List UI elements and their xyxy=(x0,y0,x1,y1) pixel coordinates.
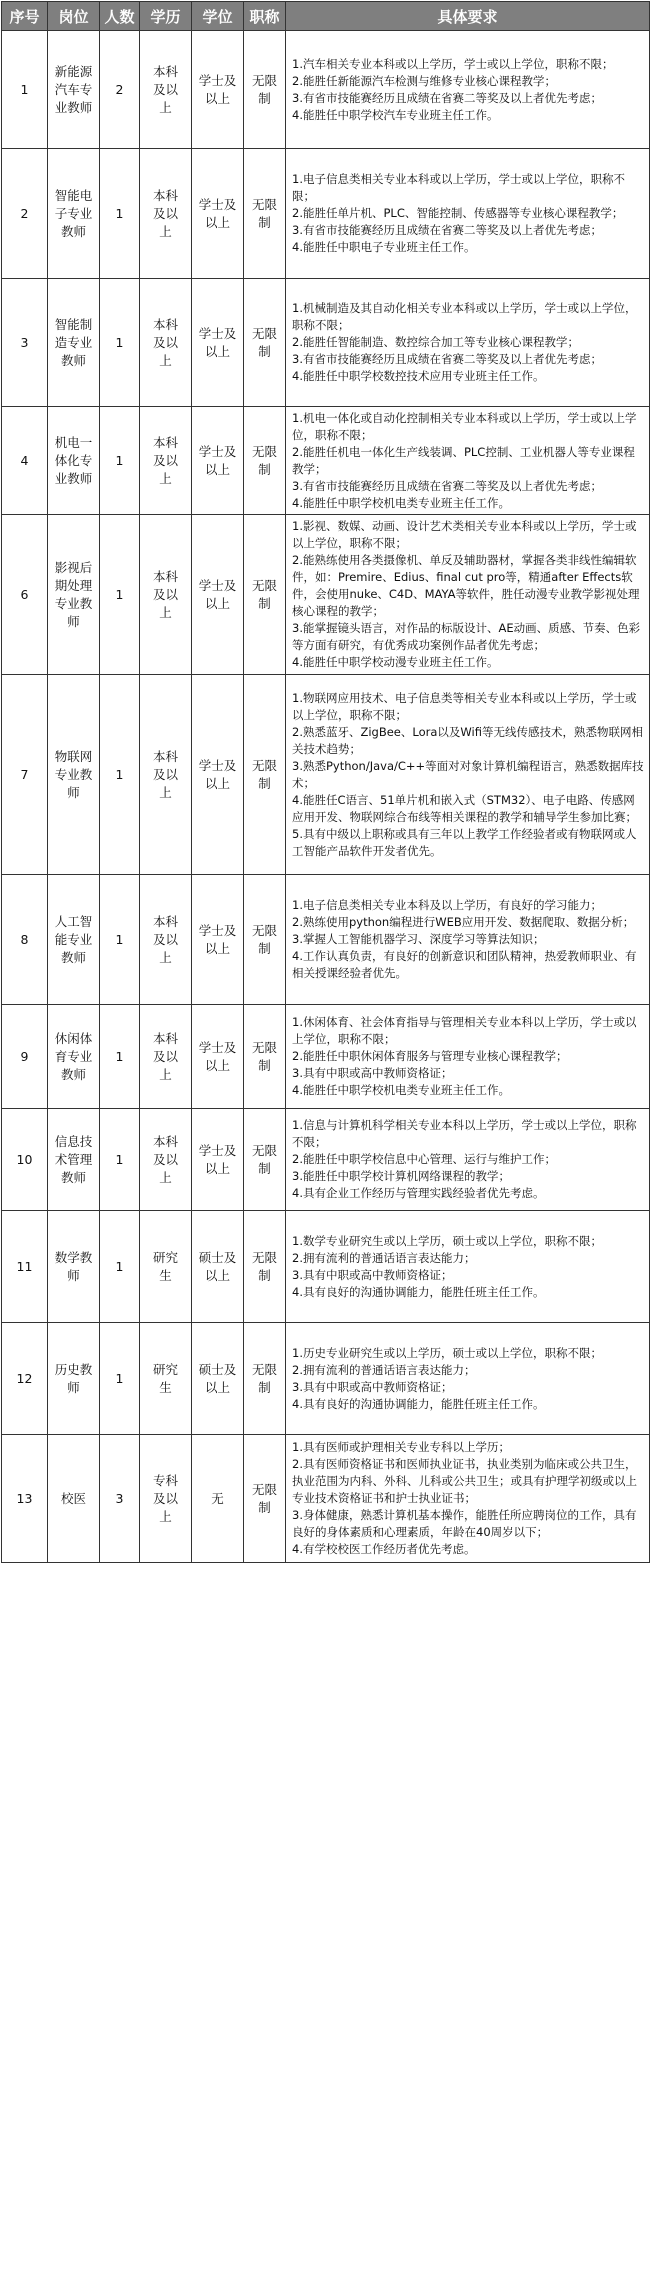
requirement-item: 4.能胜任中职学校数控技术应用专业班主任工作。 xyxy=(292,369,545,383)
cell-requirements xyxy=(286,515,650,675)
cell-education xyxy=(140,1109,192,1211)
table-row xyxy=(2,675,650,875)
cell-education xyxy=(140,1005,192,1109)
requirement-item: 3.能胜任中职学校计算机网络课程的教学； xyxy=(292,1169,510,1183)
cell-title-text: 无限制 xyxy=(251,325,277,359)
cell-count-text: 1 xyxy=(115,1048,124,1064)
cell-count xyxy=(100,1435,140,1563)
table-body xyxy=(2,31,650,1563)
requirement-item: 3.有省市技能赛经历且成绩在省赛二等奖及以上者优先考虑； xyxy=(292,478,602,493)
requirement-item: 3.具有中职或高中教师资格证； xyxy=(292,1379,453,1394)
cell-no-text: 13 xyxy=(16,1490,33,1506)
cell-count-text: 1 xyxy=(115,334,124,350)
cell-position-text: 智能制造专业教师 xyxy=(54,316,93,368)
requirement-item: 3.有省市技能赛经历且成绩在省赛二等奖及以上者优先考虑； xyxy=(292,352,602,366)
cell-count xyxy=(100,1323,140,1435)
requirement-item: 4.具有良好的沟通协调能力，能胜任班主任工作。 xyxy=(292,1284,545,1299)
cell-count-text: 1 xyxy=(115,586,124,602)
requirement-item: 2.具有医师资格证书和医师执业证书，执业类别为临床或公共卫生，执业范围为内科、外科、儿科或公共卫生；或具有护理学初级或以上专业技术资格证书和护士执业证书； xyxy=(292,1457,637,1505)
cell-count xyxy=(100,407,140,515)
cell-position xyxy=(48,31,100,149)
requirement-item: 1.机电一体化或自动化控制相关专业本科或以上学历，学士或以上学位，职称不限； xyxy=(292,410,637,442)
header-title: 职称 xyxy=(244,2,286,31)
cell-count-text: 3 xyxy=(115,1490,124,1506)
cell-education xyxy=(140,1211,192,1323)
cell-title xyxy=(244,1211,286,1323)
cell-count-text: 1 xyxy=(115,1151,124,1167)
cell-title xyxy=(244,1323,286,1435)
cell-no-text: 2 xyxy=(20,205,29,221)
requirement-item: 2.熟悉蓝牙、ZigBee、Lora以及Wifi等无线传感技术，熟悉物联网相关技术趋势； xyxy=(292,724,643,756)
cell-requirements xyxy=(286,1005,650,1109)
cell-degree-text: 学士及以上 xyxy=(198,757,237,791)
cell-count xyxy=(100,279,140,407)
cell-position xyxy=(48,515,100,675)
cell-count xyxy=(100,31,140,149)
cell-education xyxy=(140,407,192,515)
cell-degree-text: 学士及以上 xyxy=(198,1142,237,1176)
requirement-item: 1.具有医师或护理相关专业专科以上学历； xyxy=(292,1440,510,1454)
cell-no-text: 12 xyxy=(16,1370,33,1386)
cell-education xyxy=(140,279,192,407)
cell-no-text: 9 xyxy=(20,1048,29,1064)
requirement-item: 1.汽车相关专业本科或以上学历，学士或以上学位，职称不限； xyxy=(292,56,614,71)
cell-no xyxy=(2,1109,48,1211)
header-education: 学历 xyxy=(140,2,192,31)
requirement-item: 3.能掌握镜头语言，对作品的标版设计、AE动画、质感、节奏、色彩等方面有研究，有优秀成功案例作品者优先考虑； xyxy=(292,621,641,652)
requirement-item: 1.电子信息类相关专业本科及以上学历，有良好的学习能力； xyxy=(292,898,602,912)
cell-count xyxy=(100,675,140,875)
cell-title-text: 无限制 xyxy=(251,196,277,230)
cell-count-text: 1 xyxy=(115,931,124,947)
table-row xyxy=(2,1109,650,1211)
requirement-item: 3.有省市技能赛经历且成绩在省赛二等奖及以上者优先考虑； xyxy=(292,90,602,105)
cell-no-text: 1 xyxy=(20,81,29,97)
cell-education-text: 本科及以上 xyxy=(152,748,178,800)
cell-degree-text: 学士及以上 xyxy=(198,922,237,956)
cell-degree-text: 学士及以上 xyxy=(198,196,237,230)
requirement-item: 1.机械制造及其自动化相关专业本科或以上学历，学士或以上学位，职称不限； xyxy=(292,301,637,332)
cell-position-text: 数学教师 xyxy=(54,1249,93,1283)
cell-requirements xyxy=(286,1109,650,1211)
requirement-item: 5.具有中级以上职称或具有三年以上教学工作经验者或有物联网或人工智能产品软件开发者优先。 xyxy=(292,826,637,858)
header-requirements: 具体要求 xyxy=(286,2,650,31)
header-position: 岗位 xyxy=(48,2,100,31)
cell-no xyxy=(2,1211,48,1323)
table-row xyxy=(2,149,650,279)
requirement-item: 2.能胜任单片机、PLC、智能控制、传感器等专业核心课程教学； xyxy=(292,206,624,220)
table-row xyxy=(2,1211,650,1323)
cell-education-text: 本科及以上 xyxy=(152,1030,178,1082)
cell-count xyxy=(100,1211,140,1323)
cell-position-text: 机电一体化专业教师 xyxy=(54,434,93,486)
cell-title-text: 无限制 xyxy=(251,577,277,611)
table-row xyxy=(2,1005,650,1109)
requirement-item: 1.数学专业研究生或以上学历，硕士或以上学位，职称不限； xyxy=(292,1233,602,1248)
cell-position xyxy=(48,1435,100,1563)
requirement-item: 1.电子信息类相关专业本科或以上学历，学士或以上学位，职称不限； xyxy=(292,172,625,203)
cell-title-text: 无限制 xyxy=(251,1481,277,1515)
cell-title-text: 无限制 xyxy=(251,922,277,956)
cell-no xyxy=(2,675,48,875)
cell-count-text: 1 xyxy=(115,452,124,468)
cell-no-text: 10 xyxy=(16,1151,33,1167)
requirement-item: 4.具有企业工作经历与管理实践经验者优先考虑。 xyxy=(292,1186,545,1200)
cell-position xyxy=(48,407,100,515)
cell-title xyxy=(244,31,286,149)
cell-title xyxy=(244,1109,286,1211)
requirement-item: 2.拥有流利的普通话语言表达能力； xyxy=(292,1250,476,1265)
cell-position xyxy=(48,1211,100,1323)
requirement-item: 2.能胜任中职学校信息中心管理、运行与维护工作； xyxy=(292,1152,556,1166)
requirement-item: 4.能胜任中职学校机电类专业班主任工作。 xyxy=(292,1083,510,1097)
cell-degree xyxy=(192,1323,244,1435)
cell-education-text: 本科及以上 xyxy=(152,63,178,115)
cell-education-text: 本科及以上 xyxy=(152,187,178,239)
cell-requirements xyxy=(286,875,650,1005)
cell-no-text: 11 xyxy=(16,1258,33,1274)
cell-no xyxy=(2,31,48,149)
cell-requirements xyxy=(286,1435,650,1563)
cell-no-text: 8 xyxy=(20,931,29,947)
cell-count xyxy=(100,1109,140,1211)
table-row xyxy=(2,31,650,149)
table-row xyxy=(2,515,650,675)
cell-title xyxy=(244,1435,286,1563)
cell-degree-text: 硕士及以上 xyxy=(198,1249,237,1283)
cell-degree xyxy=(192,675,244,875)
requirement-item: 2.熟练使用python编程进行WEB应用开发、数据爬取、数据分析； xyxy=(292,915,635,929)
cell-education-text: 本科及以上 xyxy=(152,434,178,486)
cell-education-text: 本科及以上 xyxy=(152,913,178,965)
cell-position xyxy=(48,1323,100,1435)
cell-education-text: 本科及以上 xyxy=(152,1133,178,1185)
requirement-item: 3.具有中职或高中教师资格证； xyxy=(292,1066,453,1080)
cell-education-text: 本科及以上 xyxy=(152,568,178,620)
cell-education xyxy=(140,515,192,675)
requirement-item: 4.能胜任C语言、51单片机和嵌入式（STM32）、电子电路、传感网应用开发、物联网综合布线等相关课程的教学和辅导学生参加比赛； xyxy=(292,792,637,824)
cell-degree-text: 学士及以上 xyxy=(198,577,237,611)
cell-no-text: 4 xyxy=(20,452,29,468)
cell-degree-text: 无 xyxy=(211,1490,224,1506)
cell-degree xyxy=(192,1109,244,1211)
cell-degree xyxy=(192,1435,244,1563)
requirement-item: 4.有学校校医工作经历者优先考虑。 xyxy=(292,1542,476,1556)
cell-title-text: 无限制 xyxy=(251,443,277,477)
cell-title-text: 无限制 xyxy=(251,1142,277,1176)
requirement-item: 1.休闲体育、社会体育指导与管理相关专业本科以上学历，学士或以上学位，职称不限； xyxy=(292,1015,637,1046)
cell-position xyxy=(48,279,100,407)
cell-count xyxy=(100,515,140,675)
requirement-item: 3.掌握人工智能机器学习、深度学习等算法知识； xyxy=(292,932,545,946)
cell-count-text: 1 xyxy=(115,1258,124,1274)
cell-education xyxy=(140,1435,192,1563)
requirement-item: 3.有省市技能赛经历且成绩在省赛二等奖及以上者优先考虑； xyxy=(292,223,602,237)
cell-position-text: 信息技术管理教师 xyxy=(54,1133,93,1185)
cell-degree-text: 学士及以上 xyxy=(198,72,237,106)
cell-position-text: 新能源汽车专业教师 xyxy=(54,63,93,115)
cell-education-text: 专科及以上 xyxy=(152,1472,178,1524)
cell-position-text: 物联网专业教师 xyxy=(54,748,93,800)
cell-no xyxy=(2,149,48,279)
header-no: 序号 xyxy=(2,2,48,31)
cell-degree-text: 学士及以上 xyxy=(198,325,237,359)
requirement-item: 4.能胜任中职学校动漫专业班主任工作。 xyxy=(292,655,499,669)
cell-position xyxy=(48,1005,100,1109)
requirement-item: 3.熟悉Python/Java/C++等面对对象计算机编程语言，熟悉数据库技术； xyxy=(292,758,644,790)
cell-education xyxy=(140,875,192,1005)
header-count: 人数 xyxy=(100,2,140,31)
cell-count xyxy=(100,149,140,279)
recruitment-table xyxy=(1,1,650,1563)
cell-degree xyxy=(192,515,244,675)
cell-no-text: 6 xyxy=(20,586,29,602)
requirement-item: 2.能胜任机电一体化生产线装调、PLC控制、工业机器人等专业课程教学； xyxy=(292,444,635,476)
cell-title-text: 无限制 xyxy=(251,1249,277,1283)
cell-requirements xyxy=(286,1211,650,1323)
requirement-item: 1.历史专业研究生或以上学历，硕士或以上学位，职称不限； xyxy=(292,1345,602,1360)
cell-no xyxy=(2,515,48,675)
cell-requirements xyxy=(286,675,650,875)
requirement-item: 1.物联网应用技术、电子信息类等相关专业本科或以上学历，学士或以上学位，职称不限； xyxy=(292,690,637,722)
requirement-item: 2.能胜任中职休闲体育服务与管理专业核心课程教学； xyxy=(292,1049,568,1063)
cell-position xyxy=(48,675,100,875)
requirement-item: 1.影视、数媒、动画、设计艺术类相关专业本科或以上学历，学士或以上学位，职称不限； xyxy=(292,519,637,550)
cell-requirements xyxy=(286,279,650,407)
cell-position-text: 智能电子专业教师 xyxy=(54,187,93,239)
table-row xyxy=(2,875,650,1005)
requirement-item: 4.能胜任中职电子专业班主任工作。 xyxy=(292,240,476,254)
cell-no xyxy=(2,875,48,1005)
cell-requirements xyxy=(286,1323,650,1435)
cell-degree-text: 学士及以上 xyxy=(198,443,237,477)
cell-count xyxy=(100,1005,140,1109)
cell-degree xyxy=(192,407,244,515)
cell-count-text: 1 xyxy=(115,766,124,782)
cell-title-text: 无限制 xyxy=(251,1039,277,1073)
cell-no-text: 7 xyxy=(20,766,29,782)
cell-degree xyxy=(192,149,244,279)
requirement-item: 4.具有良好的沟通协调能力，能胜任班主任工作。 xyxy=(292,1396,545,1411)
header-row xyxy=(2,2,650,31)
cell-position xyxy=(48,875,100,1005)
cell-count xyxy=(100,875,140,1005)
table-row xyxy=(2,1435,650,1563)
cell-education-text: 研究生 xyxy=(152,1249,178,1283)
requirement-item: 4.能胜任中职学校机电类专业班主任工作。 xyxy=(292,495,510,510)
cell-title-text: 无限制 xyxy=(251,72,277,106)
cell-count-text: 2 xyxy=(115,81,124,97)
cell-position xyxy=(48,1109,100,1211)
cell-degree-text: 学士及以上 xyxy=(198,1039,237,1073)
cell-requirements xyxy=(286,407,650,515)
requirement-item: 2.能胜任智能制造、数控综合加工等专业核心课程教学； xyxy=(292,335,579,349)
cell-degree xyxy=(192,875,244,1005)
cell-no xyxy=(2,407,48,515)
cell-requirements xyxy=(286,149,650,279)
requirement-item: 2.能熟练使用各类摄像机、单反及辅助器材，掌握各类非线性编辑软件，如：Premire、Edius、final cut pro等，精通after Effects软件，会使用nuke、C4D、MAYA等软件，胜任动漫专业教学影视处理核心课程的教学； xyxy=(292,553,640,618)
requirement-item: 2.能胜任新能源汽车检测与维修专业核心课程教学； xyxy=(292,73,556,88)
requirement-item: 4.工作认真负责，有良好的创新意识和团队精神，热爱教师职业、有相关授课经验者优先。 xyxy=(292,949,637,980)
cell-position-text: 校医 xyxy=(60,1490,86,1506)
cell-position-text: 影视后期处理专业教师 xyxy=(54,559,93,629)
table-row xyxy=(2,1323,650,1435)
cell-title-text: 无限制 xyxy=(251,1361,277,1395)
cell-degree xyxy=(192,1211,244,1323)
requirement-item: 4.能胜任中职学校汽车专业班主任工作。 xyxy=(292,107,499,122)
cell-count-text: 1 xyxy=(115,1370,124,1386)
table-row xyxy=(2,407,650,515)
cell-title xyxy=(244,515,286,675)
cell-education xyxy=(140,675,192,875)
cell-degree xyxy=(192,1005,244,1109)
cell-education xyxy=(140,149,192,279)
cell-position-text: 休闲体育专业教师 xyxy=(54,1030,93,1082)
cell-no xyxy=(2,1005,48,1109)
cell-degree-text: 硕士及以上 xyxy=(198,1361,237,1395)
cell-education xyxy=(140,31,192,149)
cell-title xyxy=(244,1005,286,1109)
cell-position-text: 人工智能专业教师 xyxy=(54,913,93,965)
header-degree: 学位 xyxy=(192,2,244,31)
cell-count-text: 1 xyxy=(115,205,124,221)
cell-education-text: 研究生 xyxy=(152,1361,178,1395)
cell-requirements xyxy=(286,31,650,149)
requirement-item: 3.具有中职或高中教师资格证； xyxy=(292,1267,453,1282)
cell-title xyxy=(244,149,286,279)
cell-title xyxy=(244,279,286,407)
requirement-item: 3.身体健康，熟悉计算机基本操作，能胜任所应聘岗位的工作，具有良好的身体素质和心理素质，年龄在40周岁以下； xyxy=(292,1508,637,1539)
cell-education xyxy=(140,1323,192,1435)
cell-degree xyxy=(192,31,244,149)
cell-no-text: 3 xyxy=(20,334,29,350)
cell-education-text: 本科及以上 xyxy=(152,316,178,368)
cell-degree xyxy=(192,279,244,407)
cell-no xyxy=(2,1435,48,1563)
cell-no xyxy=(2,279,48,407)
cell-position-text: 历史教师 xyxy=(54,1361,93,1395)
cell-position xyxy=(48,149,100,279)
cell-no xyxy=(2,1323,48,1435)
cell-title xyxy=(244,675,286,875)
cell-title xyxy=(244,875,286,1005)
cell-title-text: 无限制 xyxy=(251,757,277,791)
cell-title xyxy=(244,407,286,515)
table-row xyxy=(2,279,650,407)
requirement-item: 1.信息与计算机科学相关专业本科以上学历，学士或以上学位，职称不限； xyxy=(292,1118,637,1149)
requirement-item: 2.拥有流利的普通话语言表达能力； xyxy=(292,1362,476,1377)
